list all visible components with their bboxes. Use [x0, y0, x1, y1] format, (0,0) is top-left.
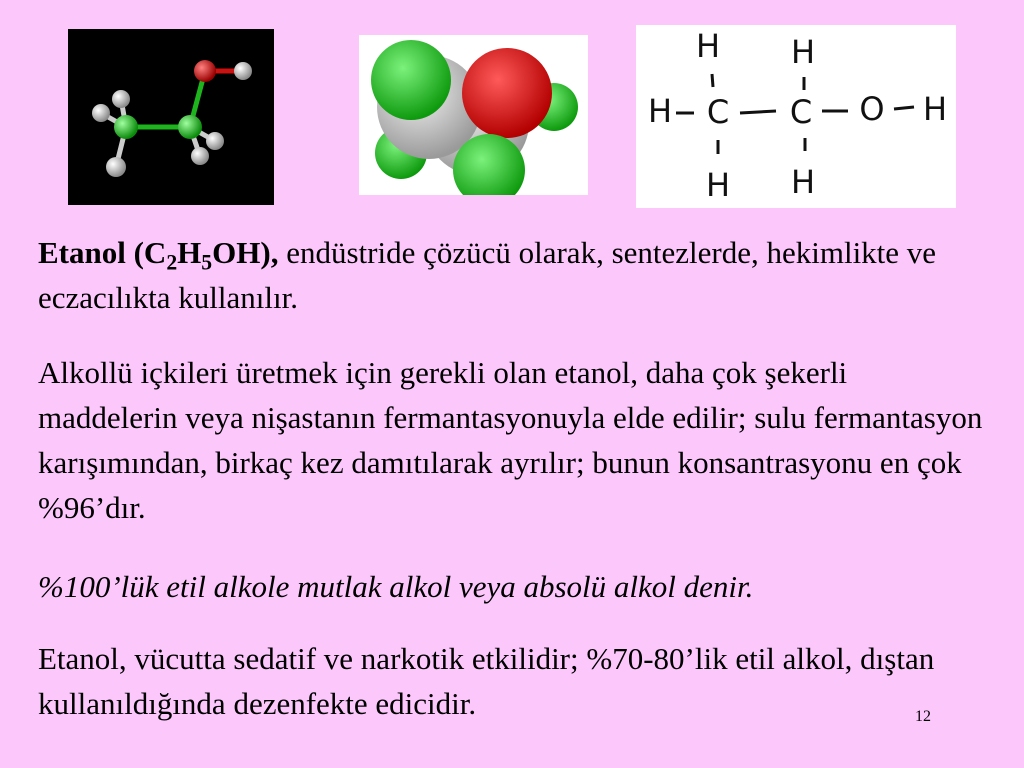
carbon-atom	[178, 115, 202, 139]
space-filling-model-image	[359, 35, 588, 195]
paragraph-ethanol-uses	[38, 230, 988, 320]
paragraph-absolute-alcohol: %100’lük etil alkole mutlak alkol veya absolü alkol denir.	[38, 569, 754, 604]
hydrogen-atom	[234, 62, 252, 80]
paragraph-ethanol-uses-text: endüstride çözücü olarak, sentezlerde, hekimlikte ve eczacılıkta kullanılır.	[38, 235, 937, 315]
formula-h-left: H	[647, 92, 673, 130]
formula-name: Etanol (C	[38, 235, 167, 270]
formula-h-bottom-1: H	[705, 166, 731, 204]
hydrogen-atom	[206, 132, 224, 150]
hydrogen-atom	[112, 90, 130, 108]
oxygen-atom	[194, 60, 216, 82]
formula-oh: OH),	[212, 235, 279, 270]
formula-subscript-2: 2	[166, 250, 178, 275]
formula-h-top-1: H	[695, 27, 721, 65]
formula-c-1: C	[706, 93, 730, 131]
formula-h-top-2: H	[790, 33, 816, 71]
paragraph-fermentation: Alkollü içkileri üretmek için gerekli olan etanol, daha çok şekerli maddelerin veya nişastanın fermantasyonuyla elde edilir; sulu fermantasyon karışımından, birkaç kez damıtılarak ayrılır; bunun konsantrasyonu en çok %96’dır.	[38, 355, 983, 525]
ethanol-formula-label	[38, 235, 279, 275]
formula-h-bottom-2: H	[790, 163, 816, 201]
formula-subscript-5: 5	[201, 250, 213, 275]
formula-o: O	[859, 90, 885, 128]
paragraph-effects: Etanol, vücutta sedatif ve narkotik etkilidir; %70-80’lik etil alkol, dıştan kullanıldığında dezenfekte edicidir.	[38, 641, 935, 721]
hydrogen-atom	[92, 104, 110, 122]
formula-c-2: C	[789, 93, 813, 131]
formula-h: H	[177, 235, 202, 270]
ball-and-stick-model-image	[68, 29, 274, 205]
carbon-atom	[114, 115, 138, 139]
structural-formula-image	[636, 25, 956, 208]
hydrogen-atom	[191, 147, 209, 165]
oxygen-sphere	[462, 48, 552, 138]
hydrogen-atom	[106, 157, 126, 177]
hydrogen-sphere	[371, 40, 451, 120]
page-number: 12	[915, 708, 931, 725]
formula-h-right: H	[922, 90, 948, 128]
